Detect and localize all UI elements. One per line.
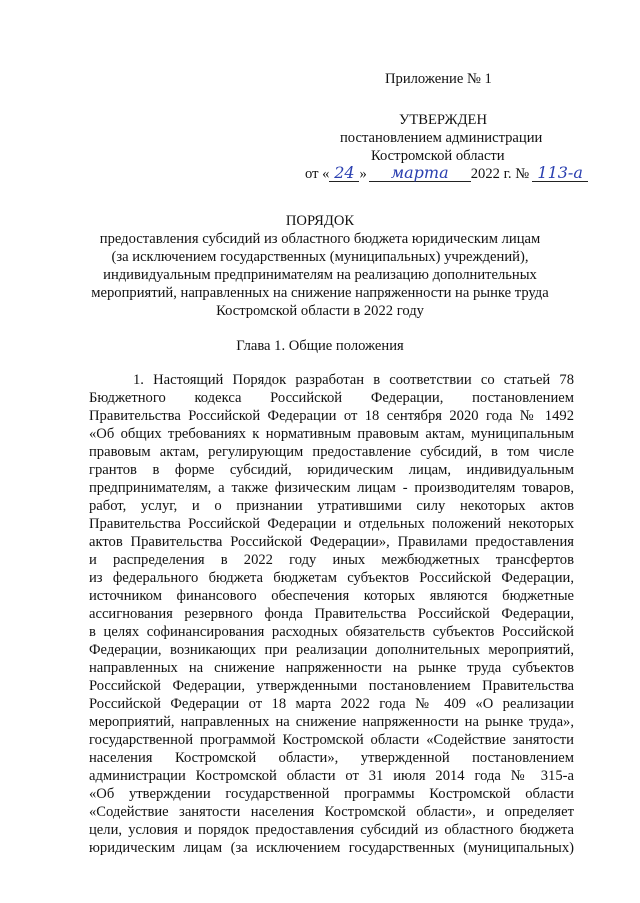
approval-line-2: Костромской области xyxy=(371,148,505,164)
subtitle-line-4: мероприятий, направленных на снижение напряженности на рынке труда xyxy=(91,285,549,301)
subtitle-line-1: предоставления субсидий из областного бюджета юридическим лицам xyxy=(99,231,541,247)
body-line: Бюджетного кодекса Российской Федерации, постановлением xyxy=(89,390,574,406)
body-line: актов Правительства Российской Федерации», Правилами предоставления xyxy=(89,534,574,550)
appendix-label: Приложение № 1 xyxy=(385,71,492,87)
approval-line-1: постановлением администрации xyxy=(340,130,543,146)
body-line: в целях софинансирования расходных обязательств субъектов Российской xyxy=(89,624,574,640)
body-line: «Об общих требованиях к нормативным правовым актам, муниципальным xyxy=(89,426,574,442)
body-line: юридическим лицам (за исключением государственных (муниципальных) xyxy=(89,840,574,856)
body-line: из федерального бюджета бюджетам субъектов Российской Федерации, xyxy=(89,570,574,586)
body-line: Российской Федерации, утвержденными постановлением Правительства xyxy=(89,678,574,694)
body-line: «Об утверждении государственной программы Костромской области xyxy=(89,786,574,802)
body-line: ассигнования резервного фонда Правительства Российской Федерации, xyxy=(89,606,574,622)
subtitle-line-5: Костромской области в 2022 году xyxy=(216,303,424,319)
body-line: правовым актам, регулирующим предоставление субсидий, в том числе xyxy=(89,444,574,460)
body-line: населения Костромской области», утвержденной постановлением xyxy=(89,750,574,766)
approval-title: УТВЕРЖДЕН xyxy=(399,112,487,128)
date-month-handwritten: марта xyxy=(369,165,471,182)
body-line: мероприятий, направленных на снижение напряженности на рынке труда», xyxy=(89,714,574,730)
body-line: направленных на снижение напряженности на рынке труда субъектов xyxy=(89,660,574,676)
body-line: Правительства Российской Федерации от 18 сентября 2020 года № 1492 xyxy=(89,408,574,424)
date-mid: » xyxy=(359,166,367,182)
subtitle-line-3: индивидуальным предпринимателям на реализацию дополнительных xyxy=(103,267,537,283)
body-line: предпринимателям, а также физическим лицам - производителям товаров, xyxy=(89,480,574,496)
body-line: источником финансового обеспечения которых являются бюджетные xyxy=(89,588,574,604)
subtitle-line-2: (за исключением государственных (муниципальных) учреждений), xyxy=(111,249,529,265)
body-line: «Содействие занятости населения Костромской области», и определяет xyxy=(89,804,574,820)
body-line: государственной программой Костромской области «Содействие занятости xyxy=(89,732,574,748)
body-line: Правительства Российской Федерации и отдельных положений некоторых xyxy=(89,516,574,532)
body-line: цели, условия и порядок предоставления субсидий из областного бюджета xyxy=(89,822,574,838)
date-year-number-label: 2022 г. № xyxy=(470,166,530,182)
decree-number-handwritten: 113-а xyxy=(532,165,588,182)
body-line: Российской Федерации от 18 марта 2022 года № 409 «О реализации xyxy=(89,696,574,712)
document-title: ПОРЯДОК xyxy=(285,213,355,229)
chapter-heading: Глава 1. Общие положения xyxy=(236,338,404,354)
body-line: работ, услуг, и о признании утратившими силу некоторых актов xyxy=(89,498,574,514)
approval-date-line xyxy=(305,165,588,183)
date-day-handwritten: 24 xyxy=(329,165,359,182)
body-line: и распределения в 2022 году иных межбюджетных трансфертов xyxy=(89,552,574,568)
body-line: грантов в форме субсидий, юридическим лицам, индивидуальным xyxy=(89,462,574,478)
body-line: Федерации, возникающих при реализации дополнительных мероприятий, xyxy=(89,642,574,658)
paragraph-first-line: 1. Настоящий Порядок разработан в соответствии со статьей 78 xyxy=(133,372,574,388)
date-prefix: от « xyxy=(305,166,330,182)
body-line: администрации Костромской области от 31 июля 2014 года № 315-а xyxy=(89,768,574,784)
